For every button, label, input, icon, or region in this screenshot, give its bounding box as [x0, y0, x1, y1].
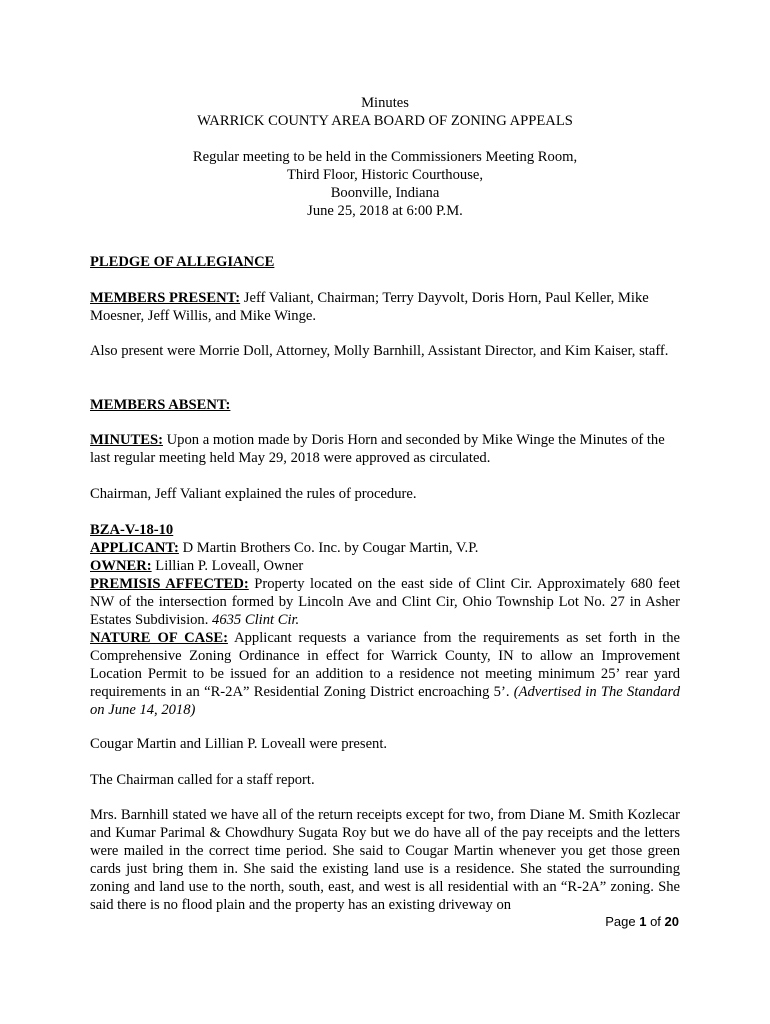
- nature-text: Applicant requests a variance from the requirements as set forth in the Comprehensive Zoning Ordinance in effect for Warrick County, IN to allow an Improvement Location Permit to be issued for an addition to a residence not meeting minimum 25’ rear yard requirements in an “R-2A” Residential Zoning District encroaching 5’.: [90, 630, 680, 700]
- applicant-label: APPLICANT:: [90, 540, 179, 556]
- nature-paragraph: [90, 629, 680, 719]
- members-absent-heading: MEMBERS ABSENT:: [90, 397, 231, 413]
- header-date-line: June 25, 2018 at 6:00 P.M.: [307, 203, 463, 219]
- pledge-heading: PLEDGE OF ALLEGIANCE: [90, 254, 275, 270]
- page-footer: [605, 914, 679, 929]
- header-org: WARRICK COUNTY AREA BOARD OF ZONING APPEALS: [197, 113, 573, 129]
- premisis-label: PREMISIS AFFECTED:: [90, 576, 249, 592]
- premisis-address: 4635 Clint Cir.: [212, 612, 300, 628]
- header-location-line-2: Third Floor, Historic Courthouse,: [286, 167, 483, 183]
- also-present-paragraph: Also present were Morrie Doll, Attorney, Molly Barnhill, Assistant Director, and Kim Kaiser, staff.: [90, 343, 669, 359]
- rules-paragraph: Chairman, Jeff Valiant explained the rules of procedure.: [90, 486, 417, 502]
- staff-report-call: The Chairman called for a staff report.: [90, 772, 315, 788]
- applicant-text: D Martin Brothers Co. Inc. by Cougar Martin, V.P.: [178, 540, 479, 556]
- header-location-line-3: Boonville, Indiana: [330, 185, 440, 201]
- case-block: [90, 521, 680, 719]
- nature-label: NATURE OF CASE:: [90, 630, 228, 646]
- members-present-label: MEMBERS PRESENT:: [90, 290, 241, 306]
- minutes-paragraph: [90, 431, 680, 467]
- owner-label: OWNER:: [90, 558, 152, 574]
- header-location-line-1: Regular meeting to be held in the Commissioners Meeting Room,: [192, 149, 578, 165]
- document-header: [90, 94, 680, 220]
- minutes-label: MINUTES:: [90, 432, 163, 448]
- footer-total-pages: 20: [664, 914, 679, 929]
- minutes-text: Upon a motion made by Doris Horn and seconded by Mike Winge the Minutes of the last regular meeting held May 29, 2018 were approved as circulated.: [90, 432, 665, 466]
- footer-page-word: Page: [605, 914, 640, 929]
- members-present-paragraph: [90, 289, 680, 325]
- advertised-note: (Advertised in The Standard on June 14, 2018): [90, 684, 680, 718]
- barnhill-paragraph: Mrs. Barnhill stated we have all of the return receipts except for two, from Diane M. Smith Kozlecar and Kumar Parimal & Chowdhury Sugata Roy but we do have all of the pay receipts and the letters were mailed in the correct time period. She said to Cougar Martin whenever you get those green cards just bring them in. She said the existing land use is a residence. She stated the surrounding zoning and land use to the north, south, east, and west is all residential with an “R-2A” zoning. She said there is no flood plain and the property has an existing driveway on: [90, 807, 680, 913]
- present-note: Cougar Martin and Lillian P. Loveall were present.: [90, 736, 388, 752]
- owner-text: Lillian P. Loveall, Owner: [151, 558, 304, 574]
- owner-line: [90, 557, 680, 575]
- premisis-paragraph: [90, 575, 680, 629]
- members-present-text: Jeff Valiant, Chairman; Terry Dayvolt, Doris Horn, Paul Keller, Mike Moesner, Jeff Willis, and Mike Winge.: [90, 290, 649, 324]
- case-number: BZA-V-18-10: [90, 522, 174, 538]
- applicant-line: [90, 539, 680, 557]
- premisis-text: Property located on the east side of Clint Cir. Approximately 680 feet NW of the intersection formed by Lincoln Ave and Clint Cir, Ohio Township Lot No. 27 in Asher Estates Subdivision.: [90, 576, 680, 628]
- footer-of-word: of: [646, 914, 665, 929]
- footer-page-number: 1: [639, 914, 647, 929]
- header-title: Minutes: [361, 95, 409, 111]
